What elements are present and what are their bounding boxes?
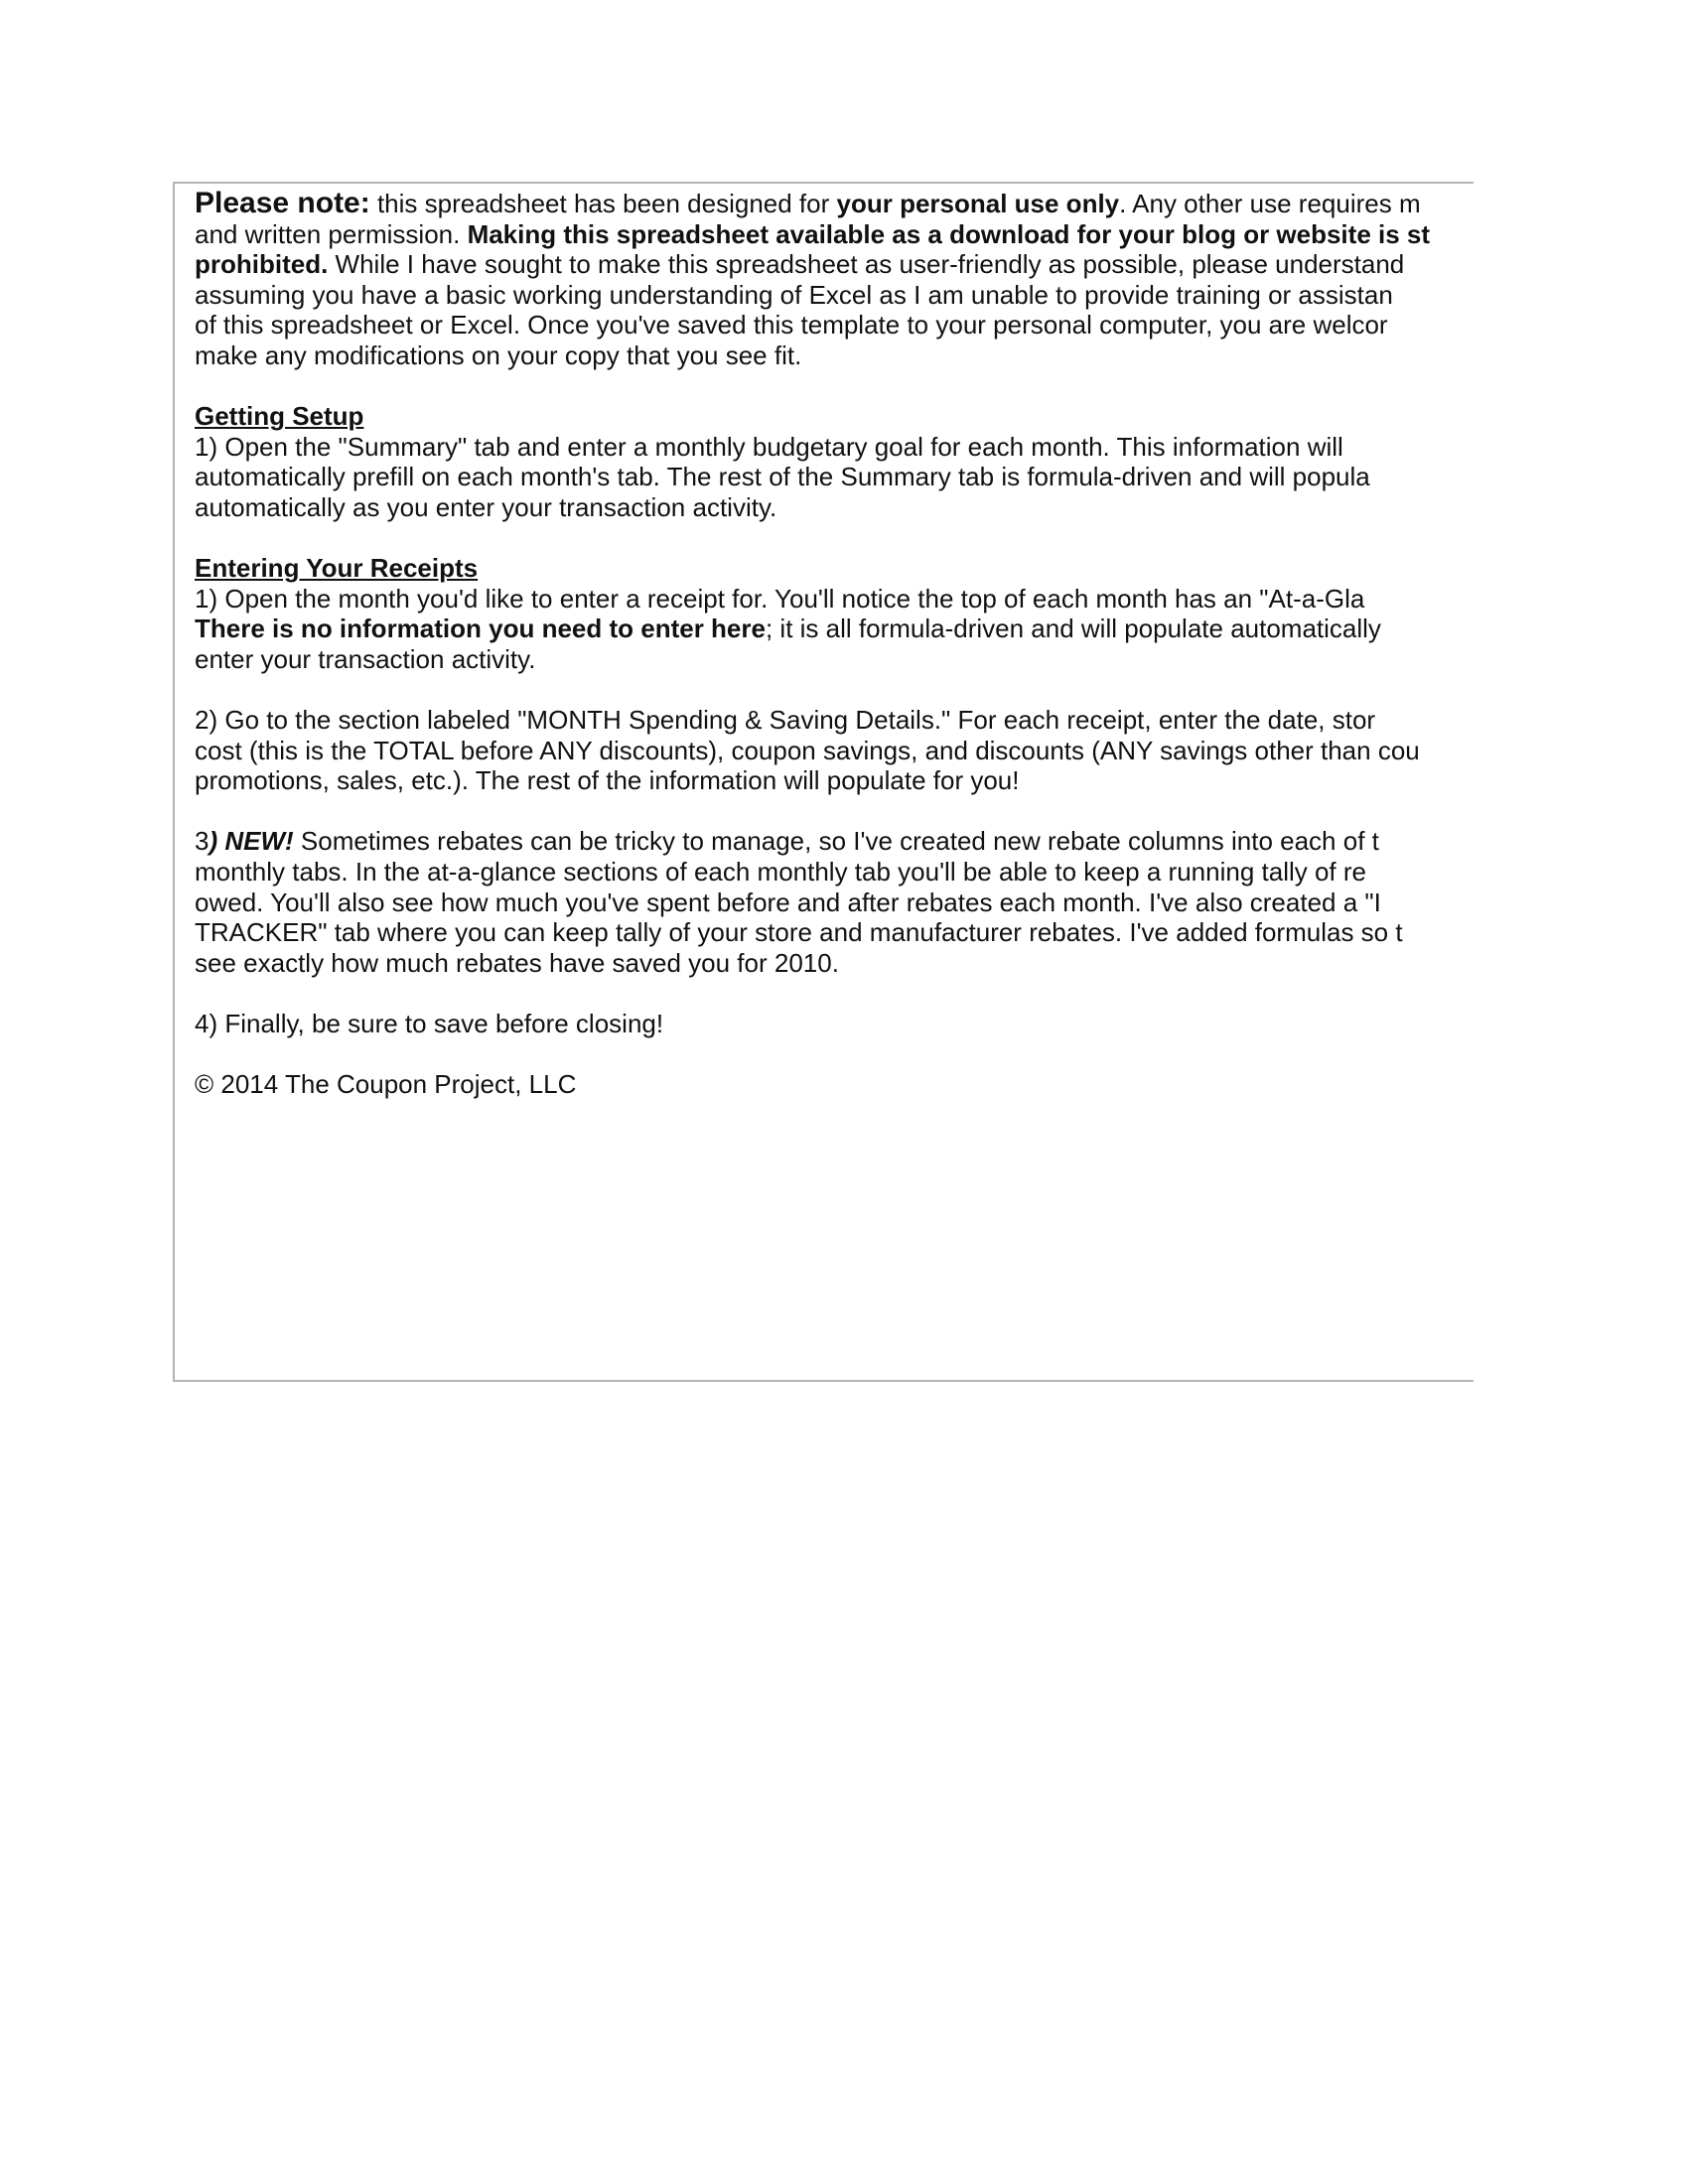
note-text: While I have sought to make this spreadsheet as user-friendly as possible, please understand (328, 249, 1405, 280)
instructions-text-box (173, 182, 1474, 1382)
setup-line-3: automatically as you enter your transaction activity. (195, 491, 777, 522)
receipts-step4: 4) Finally, be sure to save before closing! (195, 1009, 664, 1039)
note-line-2 (195, 219, 1474, 250)
note-line-5: of this spreadsheet or Excel. Once you've saved this template to your personal computer, you are welcor (195, 310, 1388, 341)
receipts-step3-line-5: see exactly how much rebates have saved you for 2010. (195, 947, 839, 978)
copyright-notice: © 2014 The Coupon Project, LLC (195, 1069, 577, 1100)
prohibited-emphasis: Making this spreadsheet available as a download for your blog or website is st (467, 218, 1431, 249)
note-line-1 (195, 189, 1474, 219)
instructions-content (195, 189, 1474, 1100)
spacer (195, 796, 1474, 827)
prohibited-word: prohibited. (195, 249, 329, 280)
receipts-step1-line-1: 1) Open the month you'd like to enter a receipt for. You'll notice the top of each month has an "At-a-Gla (195, 583, 1365, 614)
getting-setup-heading (195, 401, 1474, 432)
receipts-step1-line-2 (195, 614, 1474, 644)
step-number: 3 (195, 826, 210, 857)
note-text: and written permission. (195, 218, 468, 249)
no-info-emphasis: There is no information you need to enter here (195, 614, 766, 644)
please-note-label: Please note: (195, 187, 370, 219)
spacer (195, 1039, 1474, 1070)
receipts-step2-line-3: promotions, sales, etc.). The rest of the information will populate for you! (195, 765, 1020, 796)
note-text: Sometimes rebates can be tricky to manage, so I've created new rebate columns into each of t (293, 826, 1379, 857)
receipts-step3-line-2: monthly tabs. In the at-a-glance sections of each monthly tab you'll be able to keep a running tally of re (195, 857, 1366, 887)
note-text: this spreadsheet has been designed for (369, 189, 837, 218)
setup-line-2: automatically prefill on each month's tab. The rest of the Summary tab is formula-driven and will popula (195, 462, 1370, 492)
receipts-step2-line-2: cost (this is the TOTAL before ANY discounts), coupon savings, and discounts (ANY savings other than cou (195, 735, 1420, 765)
entering-receipts-heading (195, 553, 1474, 584)
heading-text: Entering Your Receipts (195, 553, 479, 584)
new-badge-text: ) NEW! (209, 826, 294, 857)
note-line-3 (195, 249, 1474, 280)
heading-text: Getting Setup (195, 401, 364, 432)
spacer (195, 371, 1474, 402)
note-text: ; it is all formula-driven and will populate automatically (765, 614, 1381, 644)
spacer (195, 523, 1474, 554)
note-line-6: make any modifications on your copy that you see fit. (195, 340, 802, 370)
note-text: . Any other use requires m (1119, 189, 1421, 218)
receipts-step3-line-4: TRACKER" tab where you can keep tally of your store and manufacturer rebates. I've added formulas so t (195, 917, 1403, 948)
receipts-step1-line-3: enter your transaction activity. (195, 643, 536, 674)
receipts-step2-line-1: 2) Go to the section labeled "MONTH Spending & Saving Details." For each receipt, enter the date, stor (195, 705, 1376, 736)
setup-line-1: 1) Open the "Summary" tab and enter a monthly budgetary goal for each month. This information will (195, 431, 1343, 462)
spacer (195, 978, 1474, 1009)
note-line-4: assuming you have a basic working understanding of Excel as I am unable to provide training or assistan (195, 279, 1393, 310)
receipts-step3-line-3: owed. You'll also see how much you've spent before and after rebates each month. I've also created a "I (195, 887, 1381, 917)
spacer (195, 675, 1474, 706)
receipts-step3-line-1 (195, 826, 1474, 857)
personal-use-emphasis: your personal use only (836, 189, 1120, 218)
